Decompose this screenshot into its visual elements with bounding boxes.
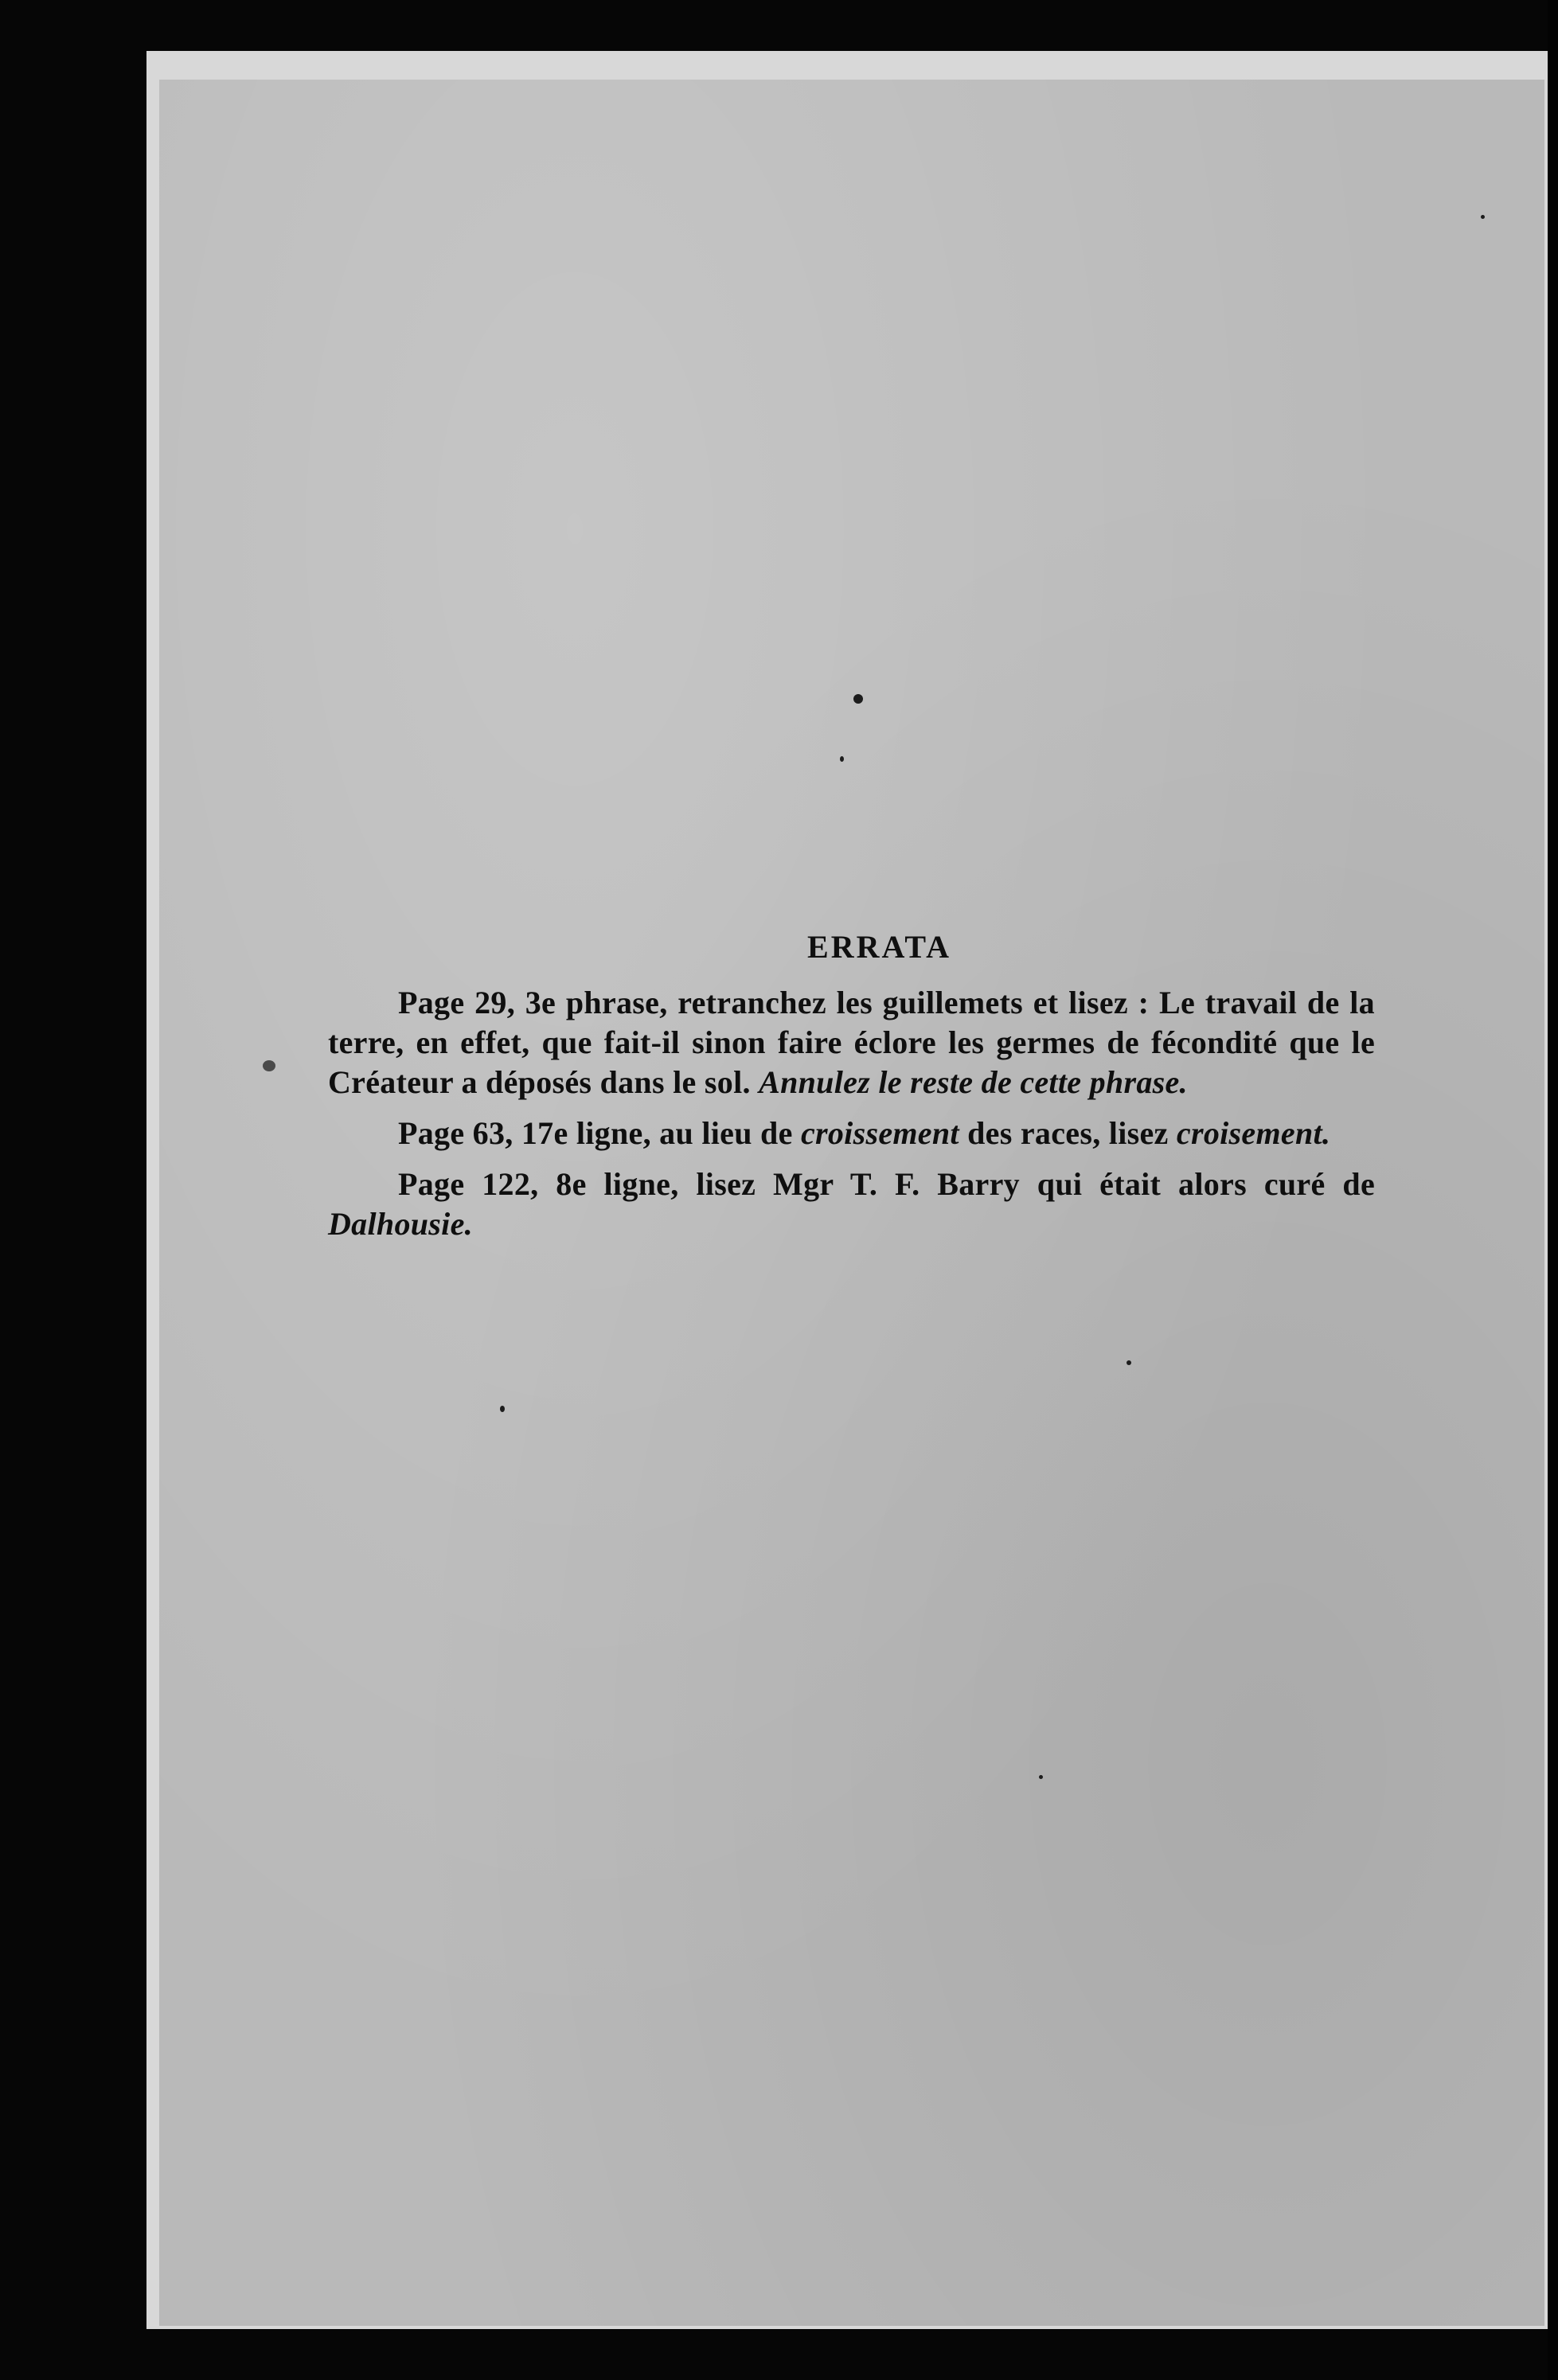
film-edge <box>1548 0 1558 2380</box>
entry-text: des races, lisez <box>959 1115 1177 1151</box>
entry-italic-text: Dalhousie. <box>328 1206 473 1242</box>
errata-block <box>328 927 1375 1255</box>
ink-speck <box>1039 1775 1043 1779</box>
ink-speck <box>263 1060 275 1071</box>
ink-speck <box>500 1406 505 1412</box>
errata-entry-page-29 <box>328 983 1375 1102</box>
entry-italic-text: croissement <box>800 1115 959 1151</box>
entry-text: Page 29, 3e phrase, retranchez les guillemets et lisez : Le travail de la terre, en effet, que fait-il sinon faire éclore les germes de fécondité que le Créateur a déposés dans le sol. <box>328 985 1375 1100</box>
entry-italic-text: croisement. <box>1176 1115 1331 1151</box>
entry-text: Page 122, 8e ligne, lisez Mgr T. F. Barry qui était alors curé de <box>398 1166 1375 1202</box>
ink-speck <box>840 756 844 762</box>
ink-speck <box>1127 1360 1131 1365</box>
ink-speck <box>853 694 863 704</box>
errata-entry-page-63 <box>328 1114 1375 1153</box>
errata-entry-page-122 <box>328 1165 1375 1244</box>
ink-speck <box>1481 215 1485 219</box>
entry-text: Page 63, 17e ligne, au lieu de <box>398 1115 801 1151</box>
entry-italic-text: Annulez le reste de cette phrase. <box>759 1064 1188 1100</box>
errata-heading: ERRATA <box>807 929 951 965</box>
